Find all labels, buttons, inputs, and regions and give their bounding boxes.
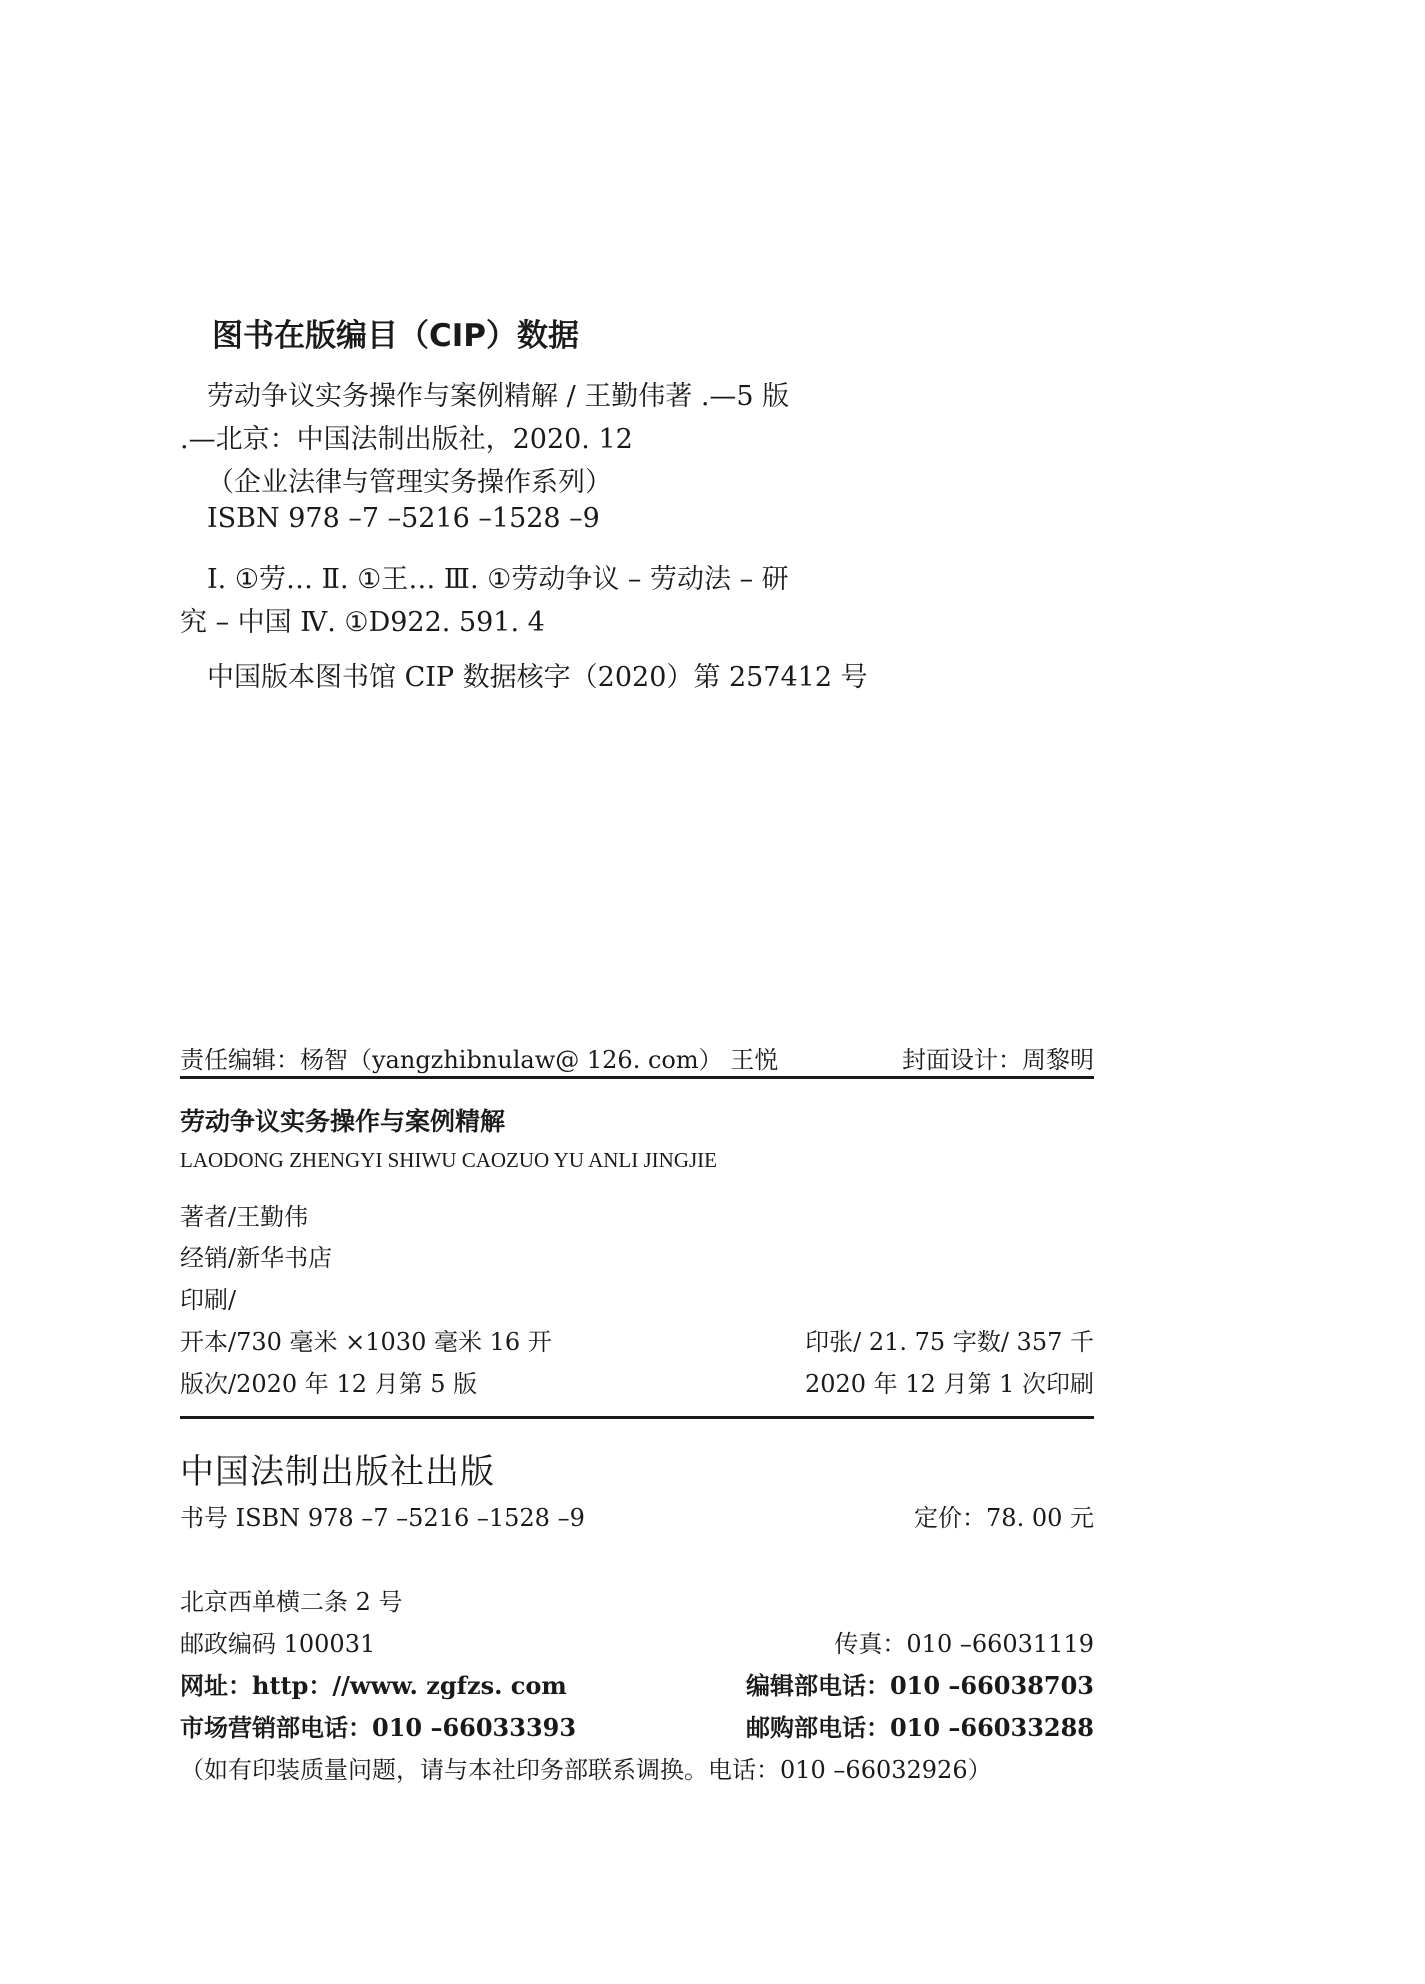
book-edition: 版次/2020 年 12 月第 5 版 [180,1370,478,1398]
cip-title: 图书在版编目（CIP）数据 [212,318,580,354]
publisher-website: 网址：http：//www. zgfzs. com [180,1671,567,1700]
cip-line-5: Ⅰ. ①劳… Ⅱ. ①王… Ⅲ. ①劳动争议 – 劳动法 – 研 [207,564,789,595]
book-author: 著者/王勤伟 [180,1203,309,1231]
publisher-postcode: 邮政编码 100031 [180,1630,376,1658]
cip-line-4: ISBN 978 –7 –5216 –1528 –9 [207,503,600,534]
book-title: 劳动争议实务操作与案例精解 [180,1107,506,1136]
mail-order-phone: 邮购部电话：010 –66033288 [745,1713,1094,1742]
cip-line-1: 劳动争议实务操作与案例精解 / 王勤伟著 .—5 版 [207,381,790,412]
publisher-name: 中国法制出版社出版 [180,1452,495,1492]
editorial-phone: 编辑部电话：010 –66038703 [745,1671,1094,1700]
book-price: 定价：78. 00 元 [914,1504,1094,1532]
book-distributor: 经销/新华书店 [180,1244,333,1272]
cover-designer: 封面设计：周黎明 [902,1046,1094,1074]
book-sheets-words: 印张/ 21. 75 字数/ 357 千 [805,1328,1094,1356]
book-title-pinyin: LAODONG ZHENGYI SHIWU CAOZUO YU ANLI JINGJIE [180,1148,717,1172]
book-format: 开本/730 毫米 ×1030 毫米 16 开 [180,1328,552,1356]
cip-line-3: （企业法律与管理实务操作系列） [207,467,612,498]
divider-bottom [180,1416,1094,1419]
cip-line-6: 究 – 中国 Ⅳ. ①D922. 591. 4 [180,607,545,638]
cip-line-7: 中国版本图书馆 CIP 数据核字（2020）第 257412 号 [207,662,868,693]
responsible-editor: 责任编辑：杨智（yangzhibnulaw@ 126. com） 王悦 [180,1046,779,1074]
book-printer: 印刷/ [180,1286,237,1314]
divider-top [180,1076,1094,1079]
quality-note: （如有印装质量问题，请与本社印务部联系调换。电话：010 –66032926） [180,1756,992,1784]
cip-line-2: .—北京：中国法制出版社，2020. 12 [180,424,633,455]
publisher-isbn: 书号 ISBN 978 –7 –5216 –1528 –9 [180,1504,585,1532]
publisher-fax: 传真：010 –66031119 [834,1630,1094,1658]
book-printing: 2020 年 12 月第 1 次印刷 [804,1370,1094,1398]
marketing-phone: 市场营销部电话：010 –66033393 [180,1713,577,1742]
publisher-address: 北京西单横二条 2 号 [180,1588,403,1616]
